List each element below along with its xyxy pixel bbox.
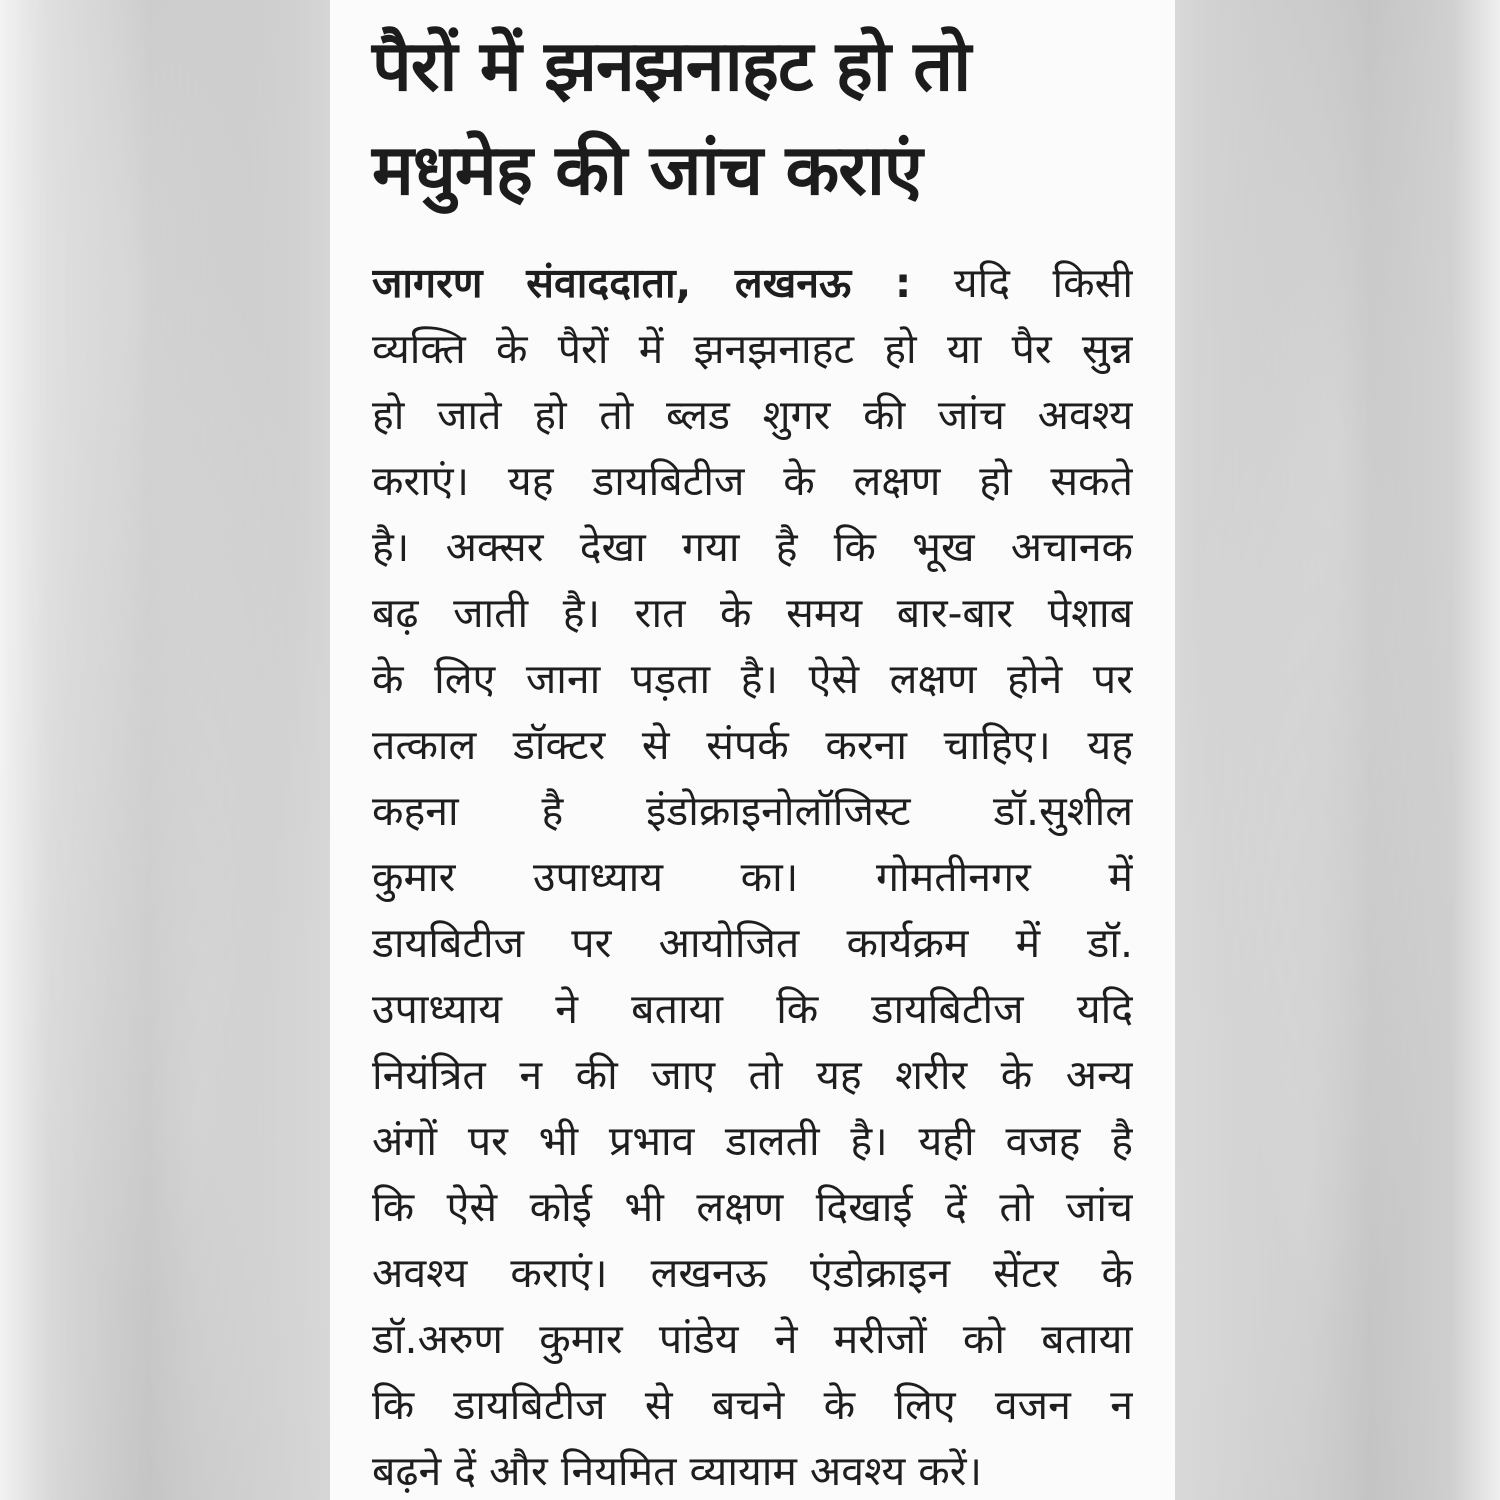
article-line: कहना है इंडोक्राइनोलॉजिस्ट डॉ.सुशील <box>372 787 1133 835</box>
article-line-first-rest: यदि किसी <box>953 259 1133 307</box>
background-right <box>1175 0 1500 1500</box>
headline <box>372 14 1133 222</box>
article-line: अवश्य कराएं। लखनऊ एंडोक्राइन सेंटर के <box>372 1249 1133 1297</box>
article-line: उपाध्याय ने बताया कि डायबिटीज यदि <box>372 985 1133 1033</box>
article-line: डायबिटीज पर आयोजित कार्यक्रम में डॉ. <box>372 919 1133 967</box>
article-line: है। अक्सर देखा गया है कि भूख अचानक <box>372 523 1133 571</box>
newspaper-clipping <box>330 0 1175 1500</box>
article-line: हो जाते हो तो ब्लड शुगर की जांच अवश्य <box>372 391 1133 439</box>
article-line: तत्काल डॉक्टर से संपर्क करना चाहिए। यह <box>372 721 1133 769</box>
dateline: जागरण संवाददाता, लखनऊ : <box>372 259 912 307</box>
article-line: कि ऐसे कोई भी लक्षण दिखाई दें तो जांच <box>372 1183 1133 1231</box>
article-line: के लिए जाना पड़ता है। ऐसे लक्षण होने पर <box>372 655 1133 703</box>
article-line: कुमार उपाध्याय का। गोमतीनगर में <box>372 853 1133 901</box>
article-line: कि डायबिटीज से बचने के लिए वजन न <box>372 1381 1133 1429</box>
article-line-last: बढ़ने दें और नियमित व्यायाम अवश्य करें। <box>372 1447 983 1495</box>
article-body <box>372 250 1133 1500</box>
article-line: डॉ.अरुण कुमार पांडेय ने मरीजों को बताया <box>372 1315 1133 1363</box>
article-line: नियंत्रित न की जाए तो यह शरीर के अन्य <box>372 1051 1133 1099</box>
article-line: कराएं। यह डायबिटीज के लक्षण हो सकते <box>372 457 1133 505</box>
article-line-first <box>372 250 1133 316</box>
article-line: बढ़ जाती है। रात के समय बार-बार पेशाब <box>372 589 1133 637</box>
background-left <box>0 0 330 1500</box>
article-line: व्यक्ति के पैरों में झनझनाहट हो या पैर सुन्न <box>372 325 1133 373</box>
headline-line-1: पैरों में झनझनाहट हो तो <box>372 25 971 107</box>
article-line: अंगों पर भी प्रभाव डालती है। यही वजह है <box>372 1117 1133 1165</box>
headline-line-2: मधुमेह की जांच कराएं <box>372 129 922 211</box>
